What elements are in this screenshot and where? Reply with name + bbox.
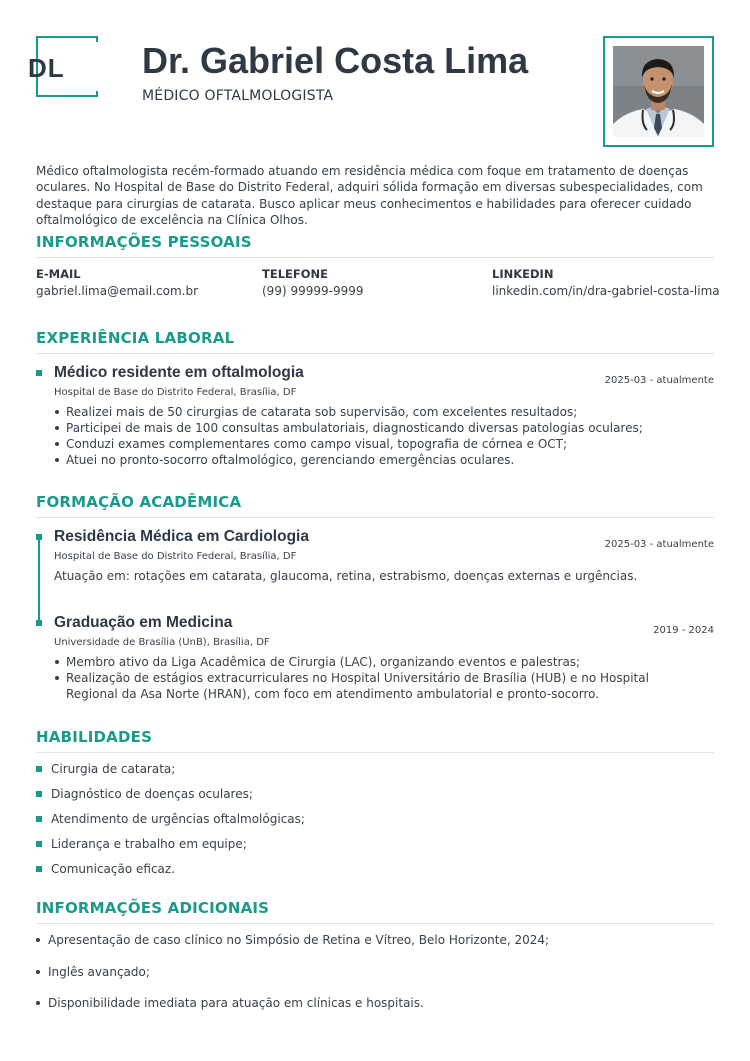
experience-entry xyxy=(36,364,714,474)
additional-label: Disponibilidade imediata para atuação em clínicas e hospitais. xyxy=(48,996,424,1010)
email-block xyxy=(36,267,198,298)
entry-marker xyxy=(36,370,42,376)
section-divider xyxy=(36,257,714,258)
skill-item xyxy=(36,837,247,851)
skill-label: Diagnóstico de doenças oculares; xyxy=(51,787,253,801)
bullet-dot-icon xyxy=(36,970,40,974)
list-item: Atuei no pronto-socorro oftalmológico, gerenciando emergências oculares. xyxy=(66,452,656,468)
skill-item xyxy=(36,762,175,776)
entry-marker xyxy=(36,620,42,626)
skill-label: Comunicação eficaz. xyxy=(51,862,176,876)
additional-label: Apresentação de caso clínico no Simpósio de Retina e Vítreo, Belo Horizonte, 2024; xyxy=(48,933,550,947)
education-entry xyxy=(36,614,714,709)
square-bullet-icon xyxy=(36,766,42,772)
skill-item xyxy=(36,787,253,801)
entry-bullets xyxy=(66,404,656,468)
entry-marker xyxy=(36,534,42,540)
section-divider xyxy=(36,353,714,354)
entry-title: Residência Médica em Cardiologia xyxy=(54,528,309,545)
additional-item xyxy=(36,996,424,1010)
list-item: Conduzi exames complementares como campo visual, topografia de córnea e OCT; xyxy=(66,436,656,452)
email-label: E-MAIL xyxy=(36,267,81,281)
entry-date: 2019 - 2024 xyxy=(653,625,714,636)
square-bullet-icon xyxy=(36,866,42,872)
professional-summary: Médico oftalmologista recém-formado atuando em residência médica com foque em tratamento de doenças oculares. No Hospital de Base do Distrito Federal, adquiri sólida formação em diversas subespecialidades, com destaque para cirurgias de catarata. Busco aplicar meus conhecimentos e habilidades para oferecer cuidado oftalmológico de excelência na Clínica Olhos. xyxy=(36,164,703,227)
section-title-personal: INFORMAÇÕES PESSOAIS xyxy=(36,233,252,251)
list-item: Participei de mais de 100 consultas ambulatoriais, diagnosticando diversas patologias oculares; xyxy=(66,420,656,436)
linkedin-label: LINKEDIN xyxy=(492,267,554,281)
entry-place: Hospital de Base do Distrito Federal, Brasília, DF xyxy=(54,387,297,398)
skill-item xyxy=(36,862,175,876)
additional-label: Inglês avançado; xyxy=(48,965,150,979)
skill-label: Liderança e trabalho em equipe; xyxy=(51,837,247,851)
section-divider xyxy=(36,752,714,753)
phone-value[interactable]: (99) 99999-9999 xyxy=(262,284,364,298)
bullet-dot-icon xyxy=(36,938,40,942)
entry-description: Atuação em: rotações em catarata, glaucoma, retina, estrabismo, doenças externas e urgências. xyxy=(54,569,638,583)
section-divider xyxy=(36,923,714,924)
phone-label: TELEFONE xyxy=(262,267,328,281)
entry-place: Hospital de Base do Distrito Federal, Brasília, DF xyxy=(54,551,297,562)
additional-item xyxy=(36,965,150,979)
section-divider xyxy=(36,517,714,518)
additional-item xyxy=(36,933,549,947)
phone-block xyxy=(262,267,364,298)
entry-place: Universidade de Brasília (UnB), Brasília, DF xyxy=(54,637,270,648)
skill-label: Cirurgia de catarata; xyxy=(51,762,176,776)
list-item: Realização de estágios extracurriculares no Hospital Universitário de Brasília (HUB) e no Hospital Regional da Asa Norte (HRAN), com foco em atendimento ambulatorial e pronto-socorro. xyxy=(66,670,651,702)
square-bullet-icon xyxy=(36,841,42,847)
profile-photo xyxy=(613,46,704,137)
section-title-education: FORMAÇÃO ACADÊMICA xyxy=(36,493,242,511)
linkedin-block xyxy=(492,267,720,298)
skill-item xyxy=(36,812,305,826)
skill-label: Atendimento de urgências oftalmológicas; xyxy=(51,812,305,826)
email-value[interactable]: gabriel.lima@email.com.br xyxy=(36,284,198,298)
education-entry xyxy=(36,528,714,588)
entry-bullets xyxy=(66,654,651,702)
square-bullet-icon xyxy=(36,816,42,822)
square-bullet-icon xyxy=(36,791,42,797)
linkedin-value[interactable]: linkedin.com/in/dra-gabriel-costa-lima xyxy=(492,284,720,298)
section-title-skills: HABILIDADES xyxy=(36,728,153,746)
job-title: MÉDICO OFTALMOLOGISTA xyxy=(142,88,334,104)
monogram: DL xyxy=(28,53,65,83)
entry-date: 2025-03 - atualmente xyxy=(604,539,714,550)
section-title-additional: INFORMAÇÕES ADICIONAIS xyxy=(36,899,270,917)
bullet-dot-icon xyxy=(36,1001,40,1005)
candidate-name: Dr. Gabriel Costa Lima xyxy=(142,40,529,81)
section-title-experience: EXPERIÊNCIA LABORAL xyxy=(36,329,235,347)
entry-title: Graduação em Medicina xyxy=(54,614,233,631)
list-item: Membro ativo da Liga Acadêmica de Cirurgia (LAC), organizando eventos e palestras; xyxy=(66,654,651,670)
entry-date: 2025-03 - atualmente xyxy=(604,375,714,386)
list-item: Realizei mais de 50 cirurgias de catarata sob supervisão, com excelentes resultados; xyxy=(66,404,656,420)
entry-title: Médico residente em oftalmologia xyxy=(54,364,304,381)
